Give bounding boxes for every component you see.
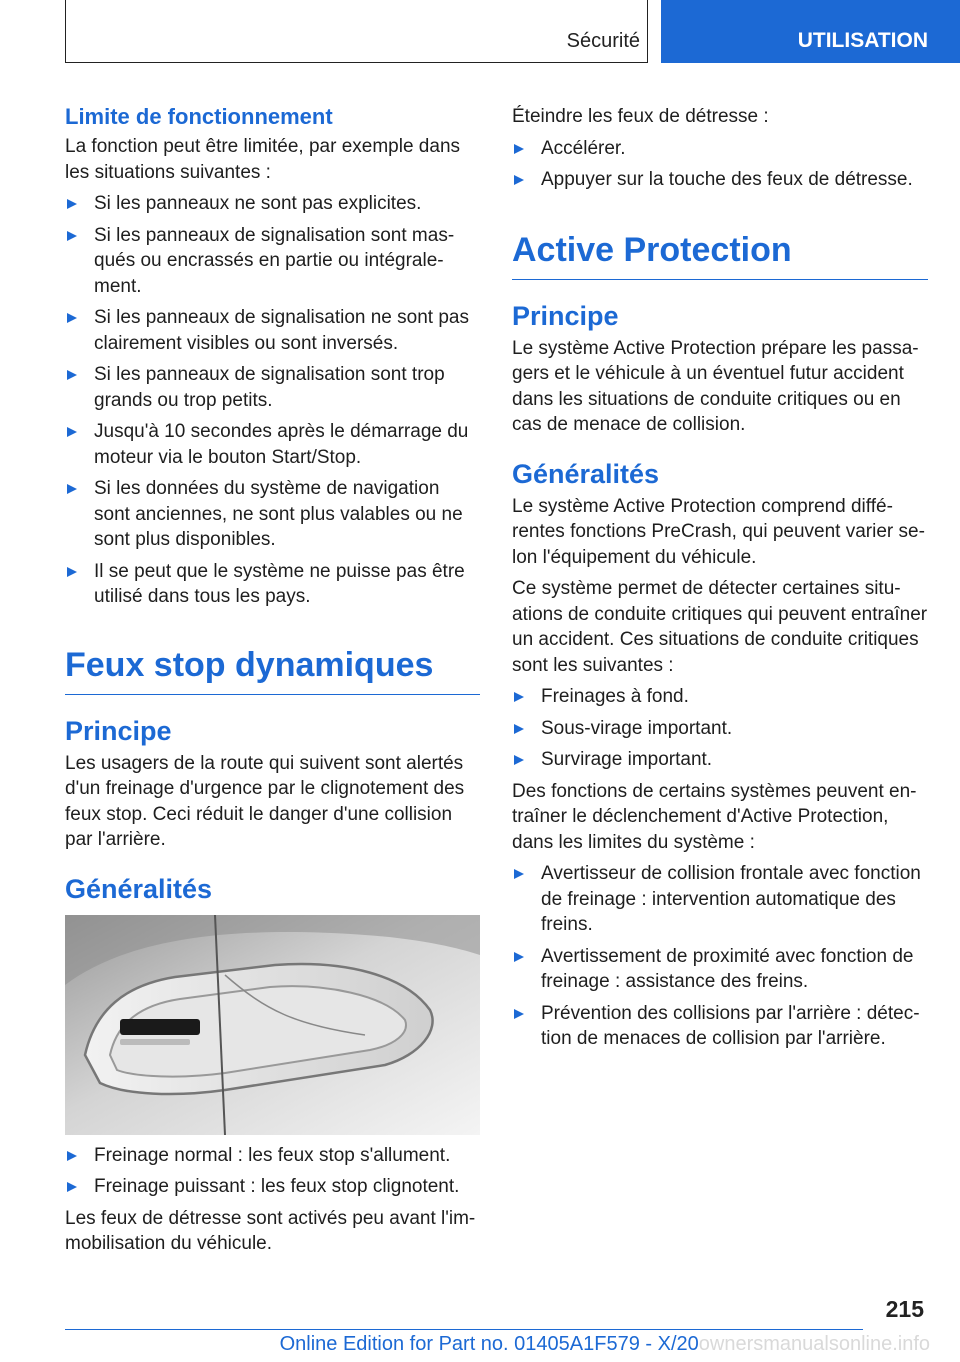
principe-heading: Principe [512, 300, 619, 331]
list-item: Sous-virage important. [512, 716, 928, 742]
list-item: Il se peut que le système ne puisse pas être utilisé dans tous les pays. [65, 559, 480, 610]
limit-intro: La fonction peut être limitée, par exemple dans les situations suivantes : [65, 136, 461, 183]
principe-text: Les usagers de la route qui suivent sont alertés d'un freinage d'urgence par le clignotement des feux stop. Ceci réduit le danger d'une collision par l'arrière. [65, 752, 465, 850]
list-item: Freinage puissant : les feux stop clignotent. [65, 1174, 480, 1200]
left-column [65, 100, 480, 1257]
list-item: Si les panneaux ne sont pas explicites. [65, 191, 480, 217]
generalites-text-1: Le système Active Protection comprend différentes fonctions PreCrash, qui peuvent varier selon l'équipement du véhicule. [512, 495, 925, 568]
limit-list [65, 191, 480, 610]
list-item: Si les données du système de navigation sont anciennes, ne sont plus valables ou ne sont plus disponibles. [65, 476, 480, 553]
list-item: Survirage important. [512, 747, 928, 773]
hazard-text: Les feux de détresse sont activés peu avant l'immobilisation du véhicule. [65, 1207, 476, 1254]
tail-light-illustration [65, 915, 480, 1135]
trigger-text: Des fonctions de certains systèmes peuvent entraîner le déclenchement d'Active Protection, dans les limites du système : [512, 780, 917, 853]
list-item: Freinages à fond. [512, 684, 928, 710]
generalites-text-2: Ce système permet de détecter certaines situations de conduite critiques qui peuvent entraîner un accident. Ces situations de conduite critiques sont les suivantes : [512, 578, 928, 676]
chapter-tab[interactable]: UTILISATION [661, 0, 960, 63]
list-item: Appuyer sur la touche des feux de détresse. [512, 167, 928, 193]
list-item: Prévention des collisions par l'arrière : détection de menaces de collision par l'arrière. [512, 1001, 928, 1052]
generalites-heading: Généralités [512, 458, 660, 489]
brake-list [65, 1143, 480, 1200]
system-list [512, 861, 928, 1052]
principe-heading: Principe [65, 715, 172, 746]
active-protection-title: Active Protection [512, 227, 928, 280]
generalites-heading: Généralités [65, 873, 213, 904]
turn-off-intro: Éteindre les feux de détresse : [512, 106, 769, 127]
list-item: Avertisseur de collision frontale avec fonction de freinage : intervention automatique des freins. [512, 861, 928, 938]
principe-text: Le système Active Protection prépare les passagers et le véhicule à un éventuel futur accident dans les situations de conduite critiques ou en cas de menace de collision. [512, 337, 919, 435]
limit-heading: Limite de fonctionnement [65, 104, 333, 129]
turn-off-list [512, 136, 928, 193]
list-item: Si les panneaux de signalisation sont masqués ou encrassés en partie ou intégralement. [65, 223, 480, 300]
section-title: Sécurité [566, 30, 640, 52]
list-item: Accélérer. [512, 136, 928, 162]
critical-list [512, 684, 928, 773]
footer-rule [65, 1329, 863, 1330]
list-item: Si les panneaux de signalisation sont trop grands ou trop petits. [65, 362, 480, 413]
edition-text: Online Edition for Part no. 01405A1F579 - X/20 [279, 1333, 699, 1355]
footer-edition [0, 1333, 930, 1356]
list-item: Si les panneaux de signalisation ne sont pas clairement visibles ou sont inversés. [65, 305, 480, 356]
feux-stop-title: Feux stop dynamiques [65, 642, 480, 695]
list-item: Avertissement de proximité avec fonction de freinage : assistance des freins. [512, 944, 928, 995]
list-item: Jusqu'à 10 secondes après le démarrage du moteur via le bouton Start/Stop. [65, 419, 480, 470]
list-item: Freinage normal : les feux stop s'allument. [65, 1143, 480, 1169]
page-number: 215 [885, 1296, 924, 1322]
header-frame [65, 0, 648, 63]
right-column [512, 100, 928, 1052]
watermark-text: ownersmanualsonline.info [698, 1333, 930, 1355]
